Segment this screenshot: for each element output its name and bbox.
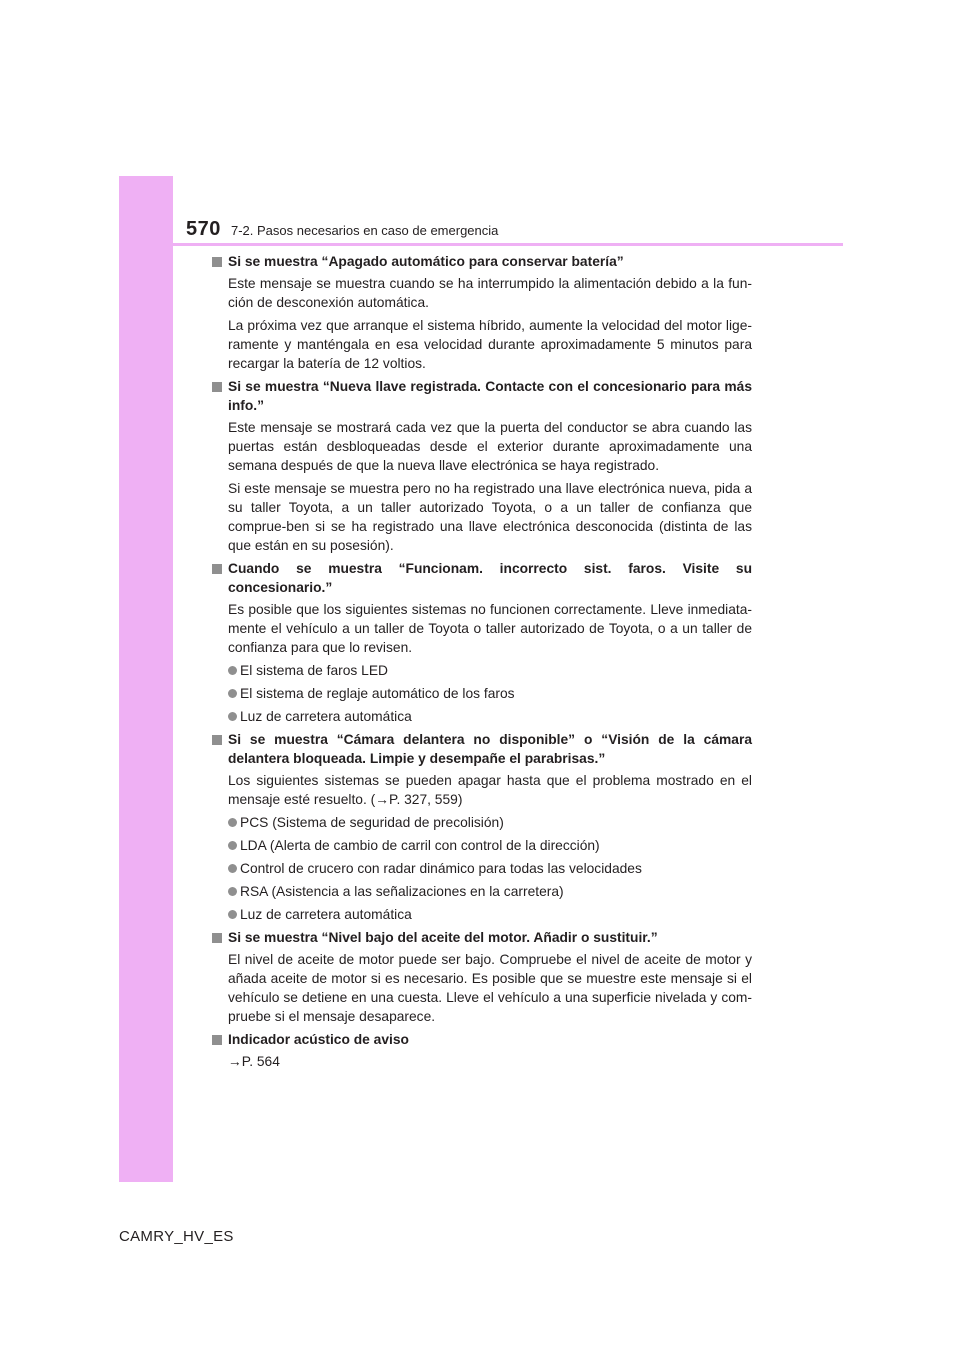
section-heading-text: Si se muestra “Nueva llave registrada. Contacte con el concesionario para más info.” <box>228 379 752 413</box>
paragraph: El nivel de aceite de motor puede ser bajo. Compruebe el nivel de aceite de motor y añada aceite de motor si es necesario. Es posible que se muestre este mensaje si el vehículo se detiene en una cuesta. Lleve el vehículo a una superficie nivelada y com-pruebe si el mensaje desaparece. <box>228 952 752 1024</box>
section-heading-text: Si se muestra “Nivel bajo del aceite del motor. Añadir o sustituir.” <box>228 930 658 945</box>
list-item <box>228 859 752 878</box>
circle-bullet-icon <box>228 666 237 675</box>
section-heading-text: Si se muestra “Apagado automático para conservar batería” <box>228 254 624 269</box>
paragraph: Es posible que los siguientes sistemas no funcionen correctamente. Lleve inmediata-mente el vehículo a un taller de Toyota o taller autorizado de Toyota, o a un taller de confianza para que lo revisen. <box>228 602 752 655</box>
side-tab-band <box>119 176 173 1182</box>
paragraph: La próxima vez que arranque el sistema híbrido, aumente la velocidad del motor lige-ramente y manténgala en esa velocidad durante aproximadamente 5 minutos para recargar la batería de 12 voltios. <box>228 318 752 371</box>
section-warning-buzzer <box>212 1030 752 1071</box>
square-bullet-icon <box>212 257 222 267</box>
section-new-key <box>212 377 752 555</box>
page-reference-link[interactable]: →P. 564 <box>228 1054 280 1069</box>
circle-bullet-icon <box>228 910 237 919</box>
section-heading <box>212 252 752 271</box>
square-bullet-icon <box>212 1035 222 1045</box>
list-item <box>228 813 752 832</box>
circle-bullet-icon <box>228 887 237 896</box>
list-item <box>228 836 752 855</box>
circle-bullet-icon <box>228 841 237 850</box>
circle-bullet-icon <box>228 712 237 721</box>
page-number: 570 <box>186 218 221 240</box>
section-front-camera <box>212 730 752 924</box>
list-item-text: El sistema de faros LED <box>240 663 388 678</box>
square-bullet-icon <box>212 933 222 943</box>
section-heading <box>212 928 752 947</box>
square-bullet-icon <box>212 382 222 392</box>
section-heading <box>212 1030 752 1049</box>
section-heading-text: Si se muestra “Cámara delantera no disponible” o “Visión de la cámara delantera bloqueada. Limpie y desempañe el parabrisas.” <box>228 732 752 766</box>
circle-bullet-icon <box>228 818 237 827</box>
square-bullet-icon <box>212 564 222 574</box>
list-item-text: LDA (Alerta de cambio de carril con control de la dirección) <box>240 838 600 853</box>
square-bullet-icon <box>212 735 222 745</box>
list-item <box>228 684 752 703</box>
list-item <box>228 905 752 924</box>
list-item-text: Luz de carretera automática <box>240 709 412 724</box>
paragraph: Si este mensaje se muestra pero no ha registrado una llave electrónica nueva, pida a su taller Toyota, a un taller autorizado Toyota, o a un taller de confianza que comprue-ben si se ha registrado una llave electrónica desconocida (distinta de las que están en su posesión). <box>228 481 752 553</box>
header-rule <box>119 243 843 246</box>
list-item <box>228 661 752 680</box>
list-item-text: RSA (Asistencia a las señalizaciones en la carretera) <box>240 884 564 899</box>
section-headlight-malfunction <box>212 559 752 726</box>
paragraph: Los siguientes sistemas se pueden apagar hasta que el problema mostrado en el mensaje esté resuelto. (→P. 327, 559) <box>228 773 752 807</box>
section-heading <box>212 559 752 597</box>
section-heading-text: Cuando se muestra “Funcionam. incorrecto sist. faros. Visite su concesionario.” <box>228 561 752 595</box>
circle-bullet-icon <box>228 864 237 873</box>
list-item-text: Luz de carretera automática <box>240 907 412 922</box>
list-item <box>228 707 752 726</box>
list-item <box>228 882 752 901</box>
page-content <box>212 252 752 1075</box>
section-low-oil <box>212 928 752 1026</box>
section-battery-saver <box>212 252 752 373</box>
list-item-text: El sistema de reglaje automático de los faros <box>240 686 515 701</box>
section-heading <box>212 377 752 415</box>
section-heading-text: Indicador acústico de aviso <box>228 1032 409 1047</box>
chapter-title: 7-2. Pasos necesarios en caso de emergencia <box>231 223 499 238</box>
list-item-text: PCS (Sistema de seguridad de precolisión) <box>240 815 504 830</box>
list-item-text: Control de crucero con radar dinámico para todas las velocidades <box>240 861 642 876</box>
paragraph: Este mensaje se muestra cuando se ha interrumpido la alimentación debido a la fun-ción de desconexión automática. <box>228 276 752 310</box>
paragraph: Este mensaje se mostrará cada vez que la puerta del conductor se abra cuando las puertas están desbloqueadas desde el exterior durante aproximadamente una semana después de que la nueva llave electrónica se haya registrado. <box>228 420 752 473</box>
section-heading <box>212 730 752 768</box>
circle-bullet-icon <box>228 689 237 698</box>
footer-model-code: CAMRY_HV_ES <box>119 1228 234 1245</box>
